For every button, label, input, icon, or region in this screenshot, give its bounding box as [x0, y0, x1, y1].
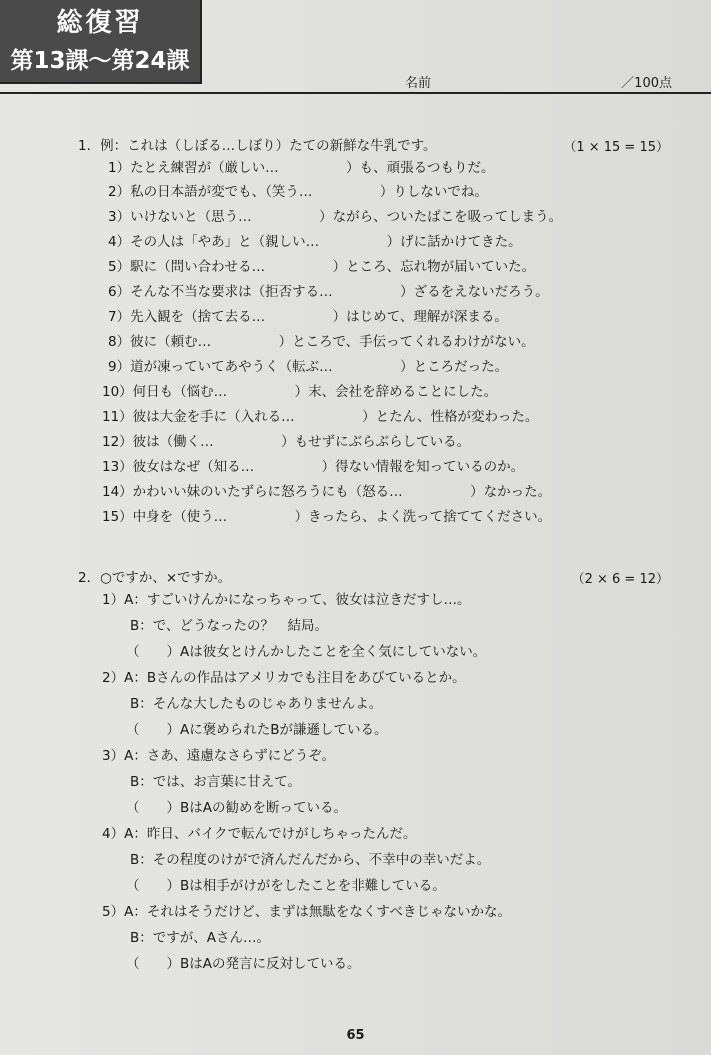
dialogue-line-a: 3）A：さあ、遠慮なさらずにどうぞ。 [102, 748, 336, 764]
header-box [0, 0, 202, 84]
answer-line: （ ）BはAの発言に反対している。 [126, 956, 361, 972]
page-title: 総復習 [56, 8, 144, 38]
name-score-row [200, 72, 690, 92]
question-item: 12）彼は（働く… ）もせずにぶらぶらしている。 [102, 434, 471, 450]
question-item: 3）いけないと（思う… ）ながら、ついたばこを吸ってしまう。 [108, 209, 563, 225]
dialogue-line-b: B：ですが、Aさん…。 [130, 930, 270, 946]
section-2-points: （2 × 6 = 12） [571, 572, 669, 587]
dialogue-line-b: B：その程度のけがで済んだんだから、不幸中の幸いだよ。 [130, 852, 491, 868]
dialogue-line-a: 4）A：昨日、バイクで転んでけがしちゃったんだ。 [102, 826, 417, 842]
question-item: 14）かわいい妹のいたずらに怒ろうにも（怒る… ）なかった。 [102, 484, 552, 500]
dialogue-line-b: B：で、どうなったの？ 結局。 [130, 618, 328, 634]
dialogue-line-a: 1）A：すごいけんかになっちゃって、彼女は泣きだすし…。 [102, 592, 471, 608]
question-item: 2）私の日本語が変でも、（笑う… ）りしないでね。 [108, 184, 488, 200]
question-item: 13）彼女はなぜ（知る… ）得ない情報を知っているのか。 [102, 459, 525, 475]
question-item: 9）道が凍っていてあやうく（転ぶ… ）ところだった。 [108, 359, 509, 375]
header-rule [0, 92, 711, 94]
answer-line: （ ）BはAの勧めを断っている。 [126, 800, 347, 816]
section-1-points: （1 × 15 = 15） [563, 140, 669, 155]
question-item: 10）何日も（悩む… ）末、会社を辞めることにした。 [102, 384, 498, 400]
question-item: 4）その人は「やあ」と（親しい… ）げに話かけてきた。 [108, 234, 522, 250]
question-item: 5）駅に（問い合わせる… ）ところ、忘れ物が届いていた。 [108, 259, 536, 275]
dialogue-line-b: B：そんな大したものじゃありませんよ。 [130, 696, 383, 712]
question-item: 1）たとえ練習が（厳しい… ）も、頑張るつもりだ。 [108, 160, 495, 176]
answer-line: （ ）Aに褒められたBが謙遜している。 [126, 722, 388, 738]
score-label: ／100点 [621, 76, 672, 91]
name-label: 名前 [405, 76, 432, 91]
question-item: 11）彼は大金を手に（入れる… ）とたん、性格が変わった。 [102, 409, 539, 425]
dialogue-line-a: 2）A：Bさんの作品はアメリカでも注目をあびているとか。 [102, 670, 466, 686]
question-item: 7）先入観を（捨て去る… ）はじめて、理解が深まる。 [108, 309, 508, 325]
question-item: 15）中身を（使う… ）きったら、よく洗って捨ててください。 [102, 509, 552, 525]
section-2-heading: 2．○ですか、×ですか。 [78, 570, 232, 586]
dialogue-line-a: 5）A：それはそうだけど、まずは無駄をなくすべきじゃないかな。 [102, 904, 512, 920]
question-item: 6）そんな不当な要求は（拒否する… ）ざるをえないだろう。 [108, 284, 549, 300]
section-1-heading: 1．例：これは（しぼる…しぼり）たての新鮮な牛乳です。 [78, 138, 437, 154]
page-number: 65 [346, 1028, 365, 1043]
question-item: 8）彼に（頼む… ）ところで、手伝ってくれるわけがない。 [108, 334, 535, 350]
dialogue-line-b: B：では、お言葉に甘えて。 [130, 774, 301, 790]
answer-line: （ ）Bは相手がけがをしたことを非難している。 [126, 878, 446, 894]
lesson-range: 第13課〜第24課 [10, 48, 190, 74]
answer-line: （ ）Aは彼女とけんかしたことを全く気にしていない。 [126, 644, 487, 660]
